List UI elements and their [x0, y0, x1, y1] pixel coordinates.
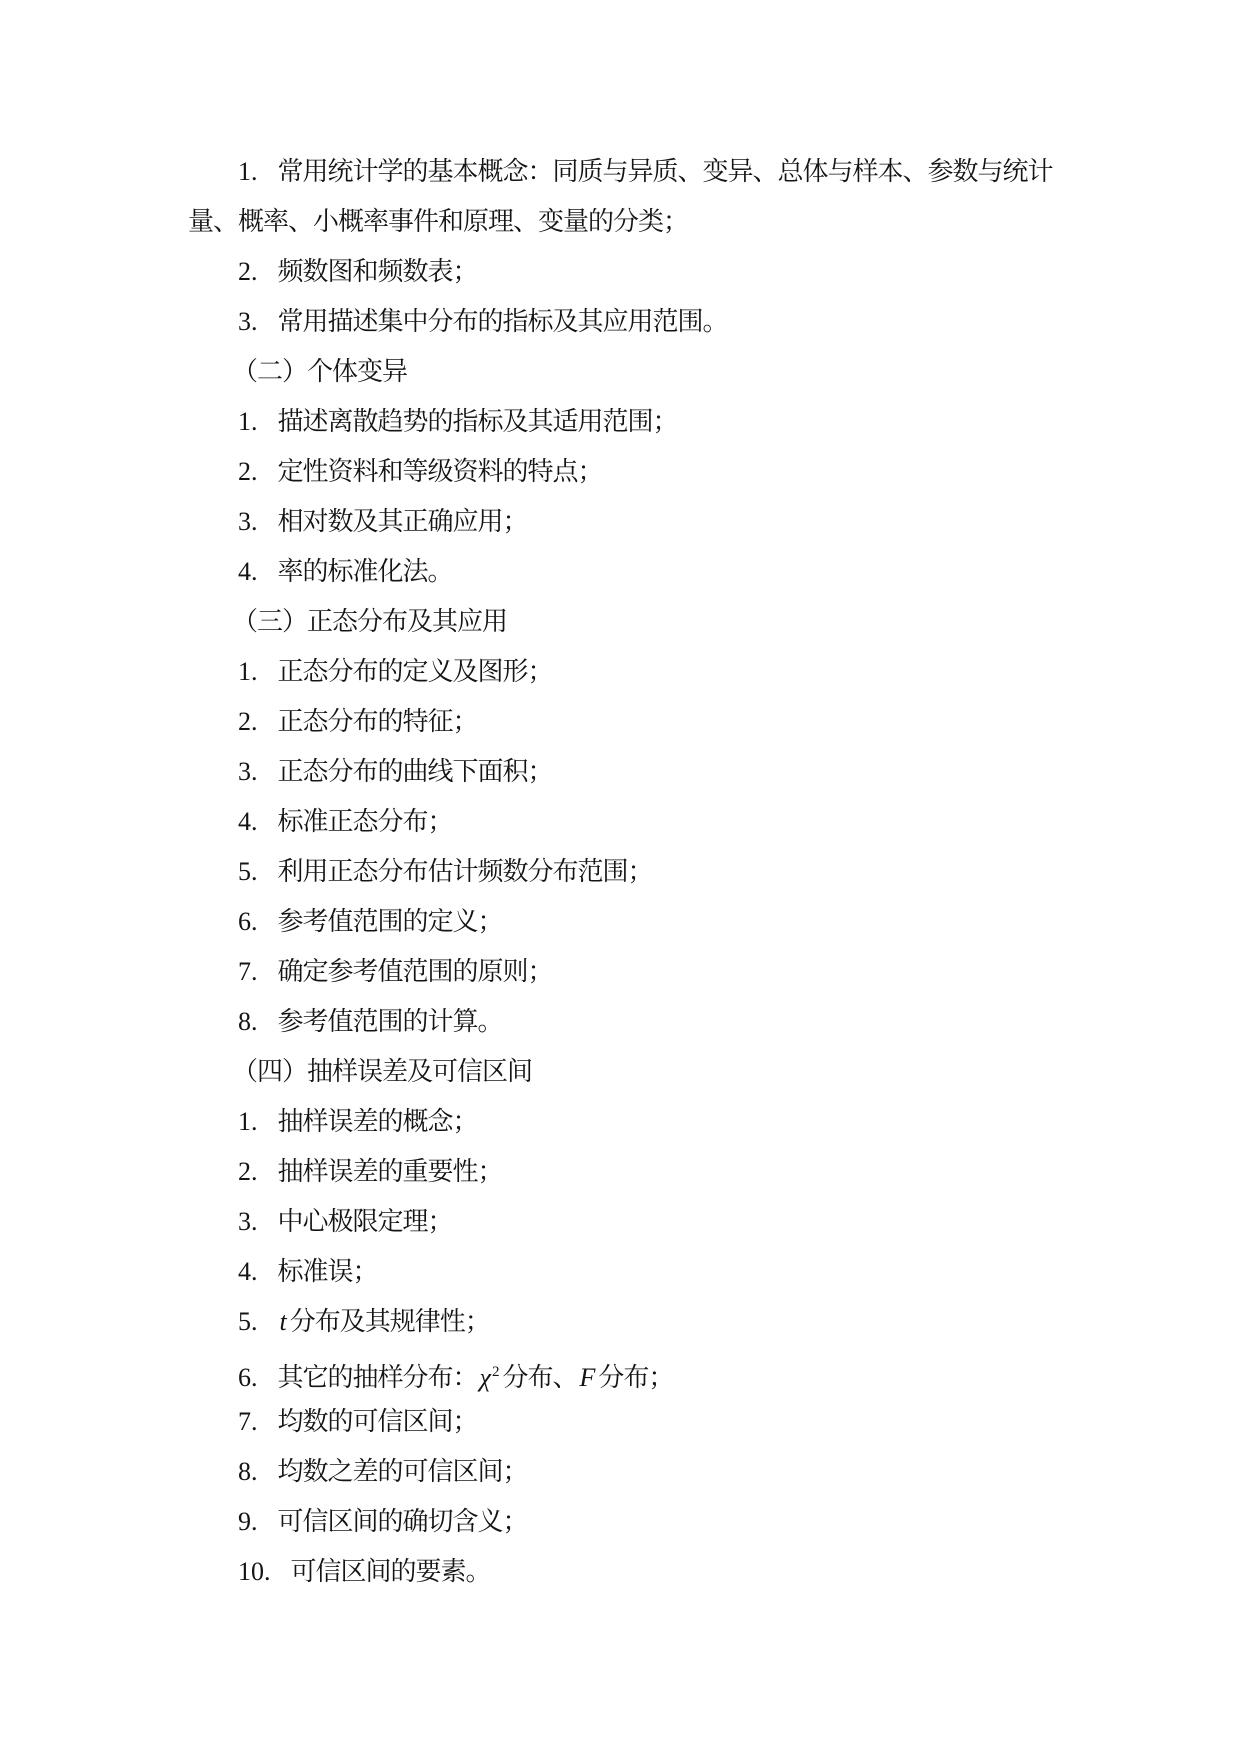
item-number: 7.	[238, 1407, 258, 1436]
line-text: 常用统计学的基本概念：同质与异质、变异、总体与样本、参数与统计	[277, 157, 1053, 186]
item-number: 3.	[238, 507, 258, 536]
line-text: 可信区间的确切含义；	[277, 1507, 528, 1536]
item-number: 4.	[238, 1257, 258, 1286]
list-item-line	[188, 1347, 1078, 1397]
list-item-line	[188, 897, 1078, 947]
section-heading	[188, 1047, 1078, 1097]
item-number: 2.	[238, 1157, 258, 1186]
line-text: （四）抽样误差及可信区间	[232, 1057, 533, 1086]
item-number: 9.	[238, 1507, 258, 1536]
line-text: 分布及其规律性；	[289, 1307, 490, 1336]
item-number: 2.	[238, 707, 258, 736]
item-number: 5.	[238, 857, 258, 886]
item-number: 10.	[238, 1557, 271, 1586]
line-text: 正态分布的定义及图形；	[277, 657, 553, 686]
line-text: 定性资料和等级资料的特点；	[277, 457, 603, 486]
section-heading	[188, 597, 1078, 647]
section-heading	[188, 347, 1078, 397]
math-symbol: F	[579, 1363, 595, 1392]
list-item-line	[188, 1497, 1078, 1547]
list-item-line	[188, 447, 1078, 497]
item-number: 1.	[238, 657, 258, 686]
item-number: 2.	[238, 457, 258, 486]
line-text: 相对数及其正确应用；	[277, 507, 528, 536]
list-item-line	[188, 747, 1078, 797]
line-text: 正态分布的曲线下面积；	[277, 757, 553, 786]
list-item-line	[188, 147, 1078, 197]
line-text: 其它的抽样分布：	[277, 1363, 478, 1392]
item-number: 4.	[238, 807, 258, 836]
line-text: 标准误；	[277, 1257, 378, 1286]
line-text: 中心极限定理；	[277, 1207, 453, 1236]
item-number: 3.	[238, 757, 258, 786]
list-item-line	[188, 547, 1078, 597]
list-item-line	[188, 497, 1078, 547]
line-text: 确定参考值范围的原则；	[277, 957, 553, 986]
line-text: 常用描述集中分布的指标及其应用范围。	[277, 307, 728, 336]
item-number: 1.	[238, 1107, 258, 1136]
line-text: （三）正态分布及其应用	[232, 607, 508, 636]
list-item-line	[188, 1097, 1078, 1147]
item-number: 8.	[238, 1007, 258, 1036]
line-text: 利用正态分布估计频数分布范围；	[277, 857, 653, 886]
item-number: 6.	[238, 1363, 258, 1392]
list-item-line	[188, 947, 1078, 997]
line-text: 参考值范围的定义；	[277, 907, 503, 936]
item-number: 5.	[238, 1307, 258, 1336]
list-item-line	[188, 697, 1078, 747]
item-number: 1.	[238, 407, 258, 436]
item-number: 6.	[238, 907, 258, 936]
list-item-line	[188, 1147, 1078, 1197]
list-item-line	[188, 297, 1078, 347]
line-text: 抽样误差的重要性；	[277, 1157, 503, 1186]
line-text: 分布；	[598, 1363, 674, 1392]
line-text: 频数图和频数表；	[277, 257, 478, 286]
item-number: 8.	[238, 1457, 258, 1486]
line-text: 抽样误差的概念；	[277, 1107, 478, 1136]
superscript: 2	[491, 1364, 500, 1380]
item-number: 2.	[238, 257, 258, 286]
line-text: 可信区间的要素。	[290, 1557, 491, 1586]
list-item-line	[188, 1197, 1078, 1247]
math-symbol: t	[279, 1307, 286, 1336]
list-item-line	[188, 397, 1078, 447]
line-text: 量、概率、小概率事件和原理、变量的分类；	[188, 207, 689, 236]
item-number: 3.	[238, 1207, 258, 1236]
line-text: 描述离散趋势的指标及其适用范围；	[277, 407, 678, 436]
item-number: 1.	[238, 157, 258, 186]
list-item-line	[188, 647, 1078, 697]
line-text: 分布、	[502, 1363, 578, 1392]
item-number: 4.	[238, 557, 258, 586]
wrapped-text-line	[188, 197, 1078, 247]
line-text: 均数之差的可信区间；	[277, 1457, 528, 1486]
list-item-line	[188, 997, 1078, 1047]
math-symbol: χ	[479, 1363, 490, 1392]
document-body	[188, 147, 1078, 1597]
list-item-line	[188, 1297, 1078, 1347]
line-text: 均数的可信区间；	[277, 1407, 478, 1436]
line-text: 率的标准化法。	[277, 557, 453, 586]
line-text: 正态分布的特征；	[277, 707, 478, 736]
line-text: 参考值范围的计算。	[277, 1007, 503, 1036]
list-item-line	[188, 847, 1078, 897]
list-item-line	[188, 1547, 1078, 1597]
list-item-line	[188, 1397, 1078, 1447]
list-item-line	[188, 247, 1078, 297]
item-number: 7.	[238, 957, 258, 986]
item-number: 3.	[238, 307, 258, 336]
line-text: 标准正态分布；	[277, 807, 453, 836]
list-item-line	[188, 1447, 1078, 1497]
list-item-line	[188, 797, 1078, 847]
list-item-line	[188, 1247, 1078, 1297]
line-text: （二）个体变异	[232, 357, 408, 386]
